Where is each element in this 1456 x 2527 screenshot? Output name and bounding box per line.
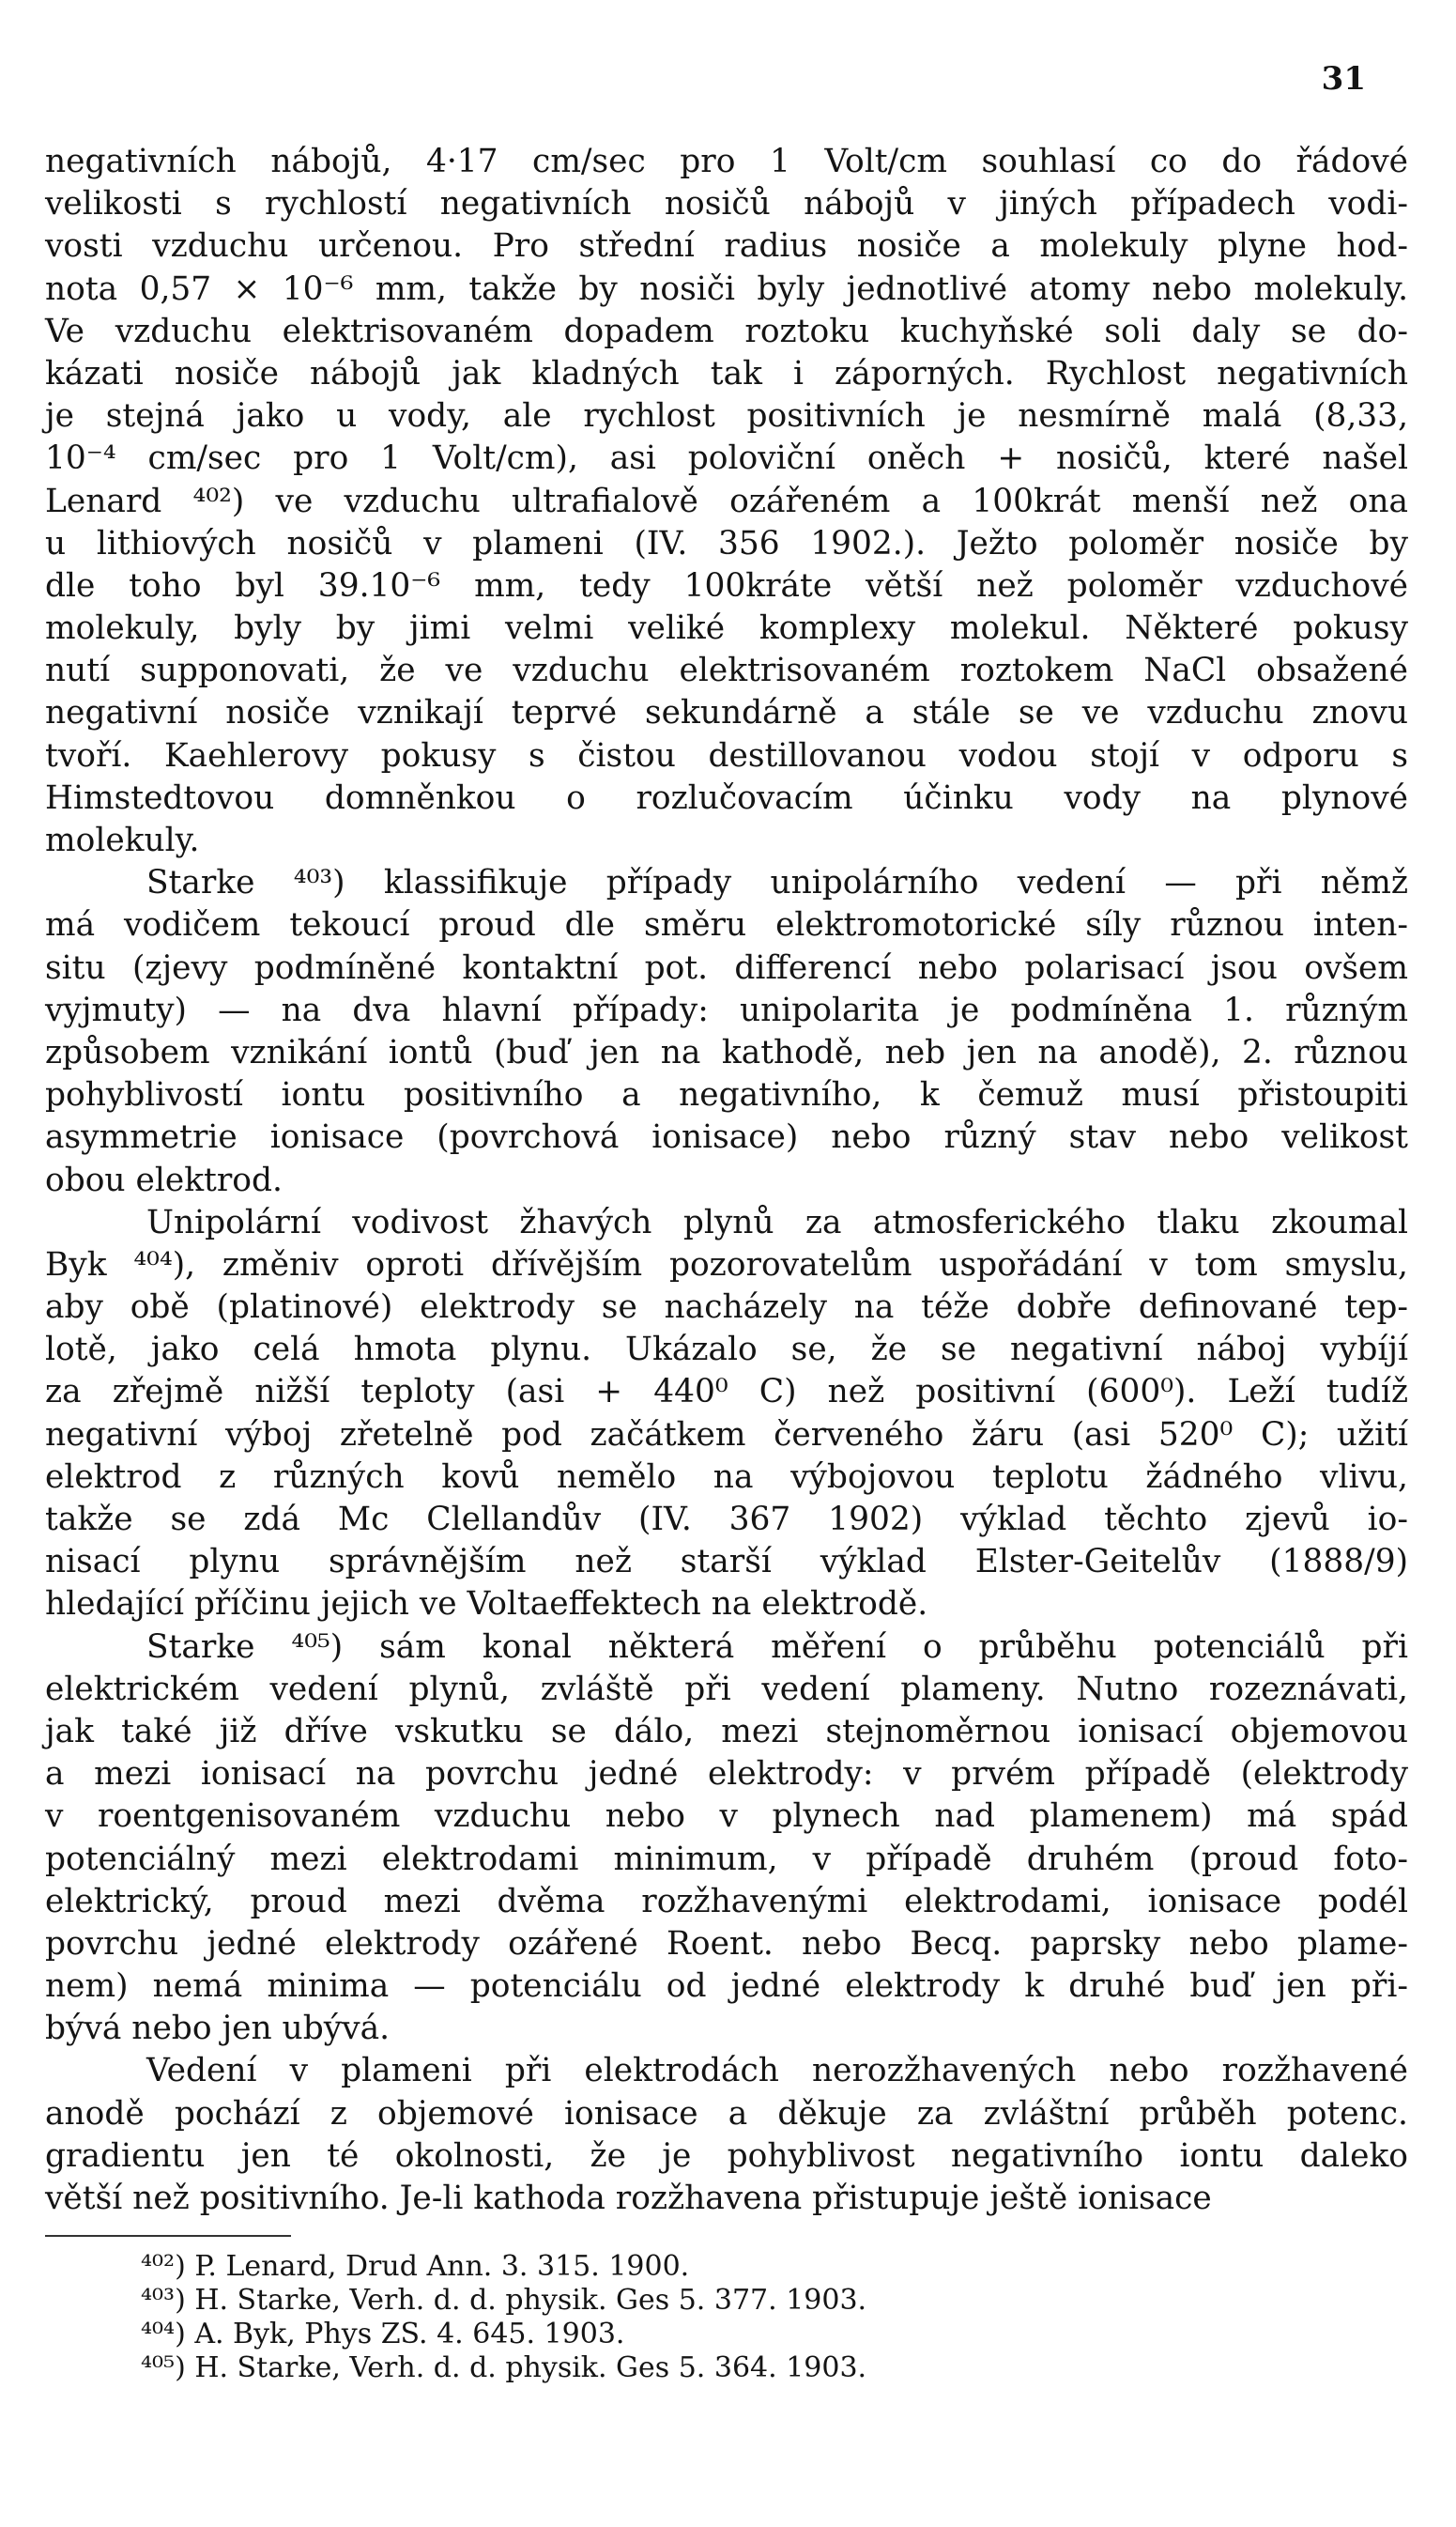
text-line: potenciálný mezi elektrodami minimum, v případě druhém (proud foto- <box>45 1840 1408 1878</box>
text-line: velikosti s rychlostí negativních nosičů nábojů v jiných případech vodi- <box>45 185 1408 223</box>
text-line: v roentgenisovaném vzduchu nebo v plynech nad plamenem) má spád <box>45 1797 1408 1836</box>
text-line: negativních nábojů, 4·17 cm/sec pro 1 Volt/cm souhlasí co do řádové <box>45 143 1408 180</box>
text-line: Unipolární vodivost žhavých plynů za atmosferického tlaku zkoumal <box>146 1203 1408 1241</box>
footnote-402: ⁴⁰²) P. Lenard, Drud Ann. 3. 315. 1900. <box>141 2250 690 2283</box>
text-line: kázati nosiče nábojů jak kladných tak i záporných. Rychlost negativních <box>45 354 1408 393</box>
text-line: molekuly, byly by jimi velmi veliké komplexy molekul. Některé pokusy <box>45 609 1408 648</box>
text-line: elektrod z různých kovů nemělo na výbojovou teplotu žádného vlivu, <box>45 1457 1408 1496</box>
text-line: hledající příčinu jejich ve Voltaeffektech na elektrodě. <box>45 1585 928 1624</box>
paragraph <box>45 141 1408 862</box>
text-line: nisací plynu správnějším než starší výklad Elster-Geitelův (1888/9) <box>45 1543 1408 1581</box>
paragraph <box>45 1202 1408 1626</box>
text-line: obou elektrod. <box>45 1161 283 1199</box>
text-line: nutí supponovati, že ve vzduchu elektrisovaném roztokem NaCl obsažené <box>45 652 1408 690</box>
text-line: elektrickém vedení plynů, zvláště při vedení plameny. Nutno rozeznávati, <box>45 1670 1408 1708</box>
text-line: nota 0,57 × 10⁻⁶ mm, takže by nosiči byly jednotlivé atomy nebo molekuly. <box>45 270 1408 308</box>
text-line: vosti vzduchu určenou. Pro střední radius nosiče a molekuly plyne hod- <box>45 227 1408 266</box>
text-line: lotě, jako celá hmota plynu. Ukázalo se, že se negativní náboj vybíjí <box>45 1331 1408 1369</box>
text-line: negativní výboj zřetelně pod začátkem červeného žáru (asi 520⁰ C); užití <box>45 1415 1408 1454</box>
text-line: asymmetrie ionisace (povrchová ionisace) nebo různý stav nebo velikost <box>45 1118 1408 1157</box>
footnote-405: ⁴⁰⁵) H. Starke, Verh. d. d. physik. Ges 5. 364. 1903. <box>141 2351 867 2384</box>
paragraph <box>45 2050 1408 2220</box>
text-line: aby obě (platinové) elektrody se nacházely na téže dobře definované tep- <box>45 1288 1408 1327</box>
text-line: tvoří. Kaehlerovy pokusy s čistou destillovanou vodou stojí v odporu s <box>45 736 1408 775</box>
footnote-404: ⁴⁰⁴) A. Byk, Phys ZS. 4. 645. 1903. <box>141 2318 625 2350</box>
text-line: a mezi ionisací na povrchu jedné elektrody: v prvém případě (elektrody <box>45 1755 1408 1794</box>
text-line: Starke ⁴⁰³) klassifikuje případy unipolárního vedení — při němž <box>146 864 1408 902</box>
text-line: za zřejmě nižší teploty (asi + 440⁰ C) než positivní (600⁰). Leží tudíž <box>45 1373 1408 1411</box>
paragraph <box>45 1626 1408 2051</box>
text-line: je stejná jako u vody, ale rychlost positivních je nesmírně malá (8,33, <box>45 397 1408 436</box>
body-text <box>45 141 1408 2220</box>
text-line: povrchu jedné elektrody ozářené Roent. nebo Becq. paprsky nebo plame- <box>45 1924 1408 1963</box>
text-line: dle toho byl 39.10⁻⁶ mm, tedy 100kráte větší než poloměr vzduchové <box>45 566 1408 605</box>
footnote-403: ⁴⁰³) H. Starke, Verh. d. d. physik. Ges 5. 377. 1903. <box>141 2284 867 2317</box>
text-line: Himstedtovou domněnkou o rozlučovacím účinku vody na plynové <box>45 778 1408 817</box>
text-line: má vodičem tekoucí proud dle směru elektromotorické síly různou inten- <box>45 906 1408 945</box>
paragraph <box>45 862 1408 1202</box>
text-line: gradientu jen té okolnosti, že je pohyblivost negativního iontu daleko <box>45 2136 1408 2175</box>
text-line: Ve vzduchu elektrisovaném dopadem roztoku kuchyňské soli daly se do- <box>45 312 1408 350</box>
text-line: Lenard ⁴⁰²) ve vzduchu ultrafialově ozářeném a 100krát menší než ona <box>45 482 1408 520</box>
page-number: 31 <box>1321 60 1366 98</box>
text-line: u lithiových nosičů v plameni (IV. 356 1902.). Ježto poloměr nosiče by <box>45 524 1408 562</box>
text-line: větší než positivního. Je-li kathoda rozžhavena přistupuje ještě ionisace <box>45 2180 1212 2217</box>
text-line: Vedení v plameni při elektrodách nerozžhavených nebo rozžhavené <box>146 2052 1408 2090</box>
text-line: bývá nebo jen ubývá. <box>45 2010 391 2048</box>
text-line: anodě pochází z objemové ionisace a děkuje za zvláštní průběh potenc. <box>45 2094 1408 2133</box>
footnote-separator <box>45 2235 291 2237</box>
text-line: elektrický, proud mezi dvěma rozžhavenými elektrodami, ionisace podél <box>45 1882 1408 1920</box>
text-line: nem) nemá minima — potenciálu od jedné elektrody k druhé buď jen při- <box>45 1967 1408 2006</box>
text-line: způsobem vznikání iontů (buď jen na kathodě, neb jen na anodě), 2. různou <box>45 1033 1408 1071</box>
text-line: Byk ⁴⁰⁴), změniv oproti dřívějším pozorovatelům uspořádání v tom smyslu, <box>45 1245 1408 1284</box>
text-line: situ (zjevy podmíněné kontaktní pot. differencí nebo polarisací jsou ovšem <box>45 948 1408 987</box>
footnotes <box>141 2250 1080 2385</box>
text-line: negativní nosiče vznikají teprvé sekundárně a stále se ve vzduchu znovu <box>45 694 1408 732</box>
text-line: molekuly. <box>45 822 200 859</box>
text-line: pohyblivostí iontu positivního a negativního, k čemuž musí přistoupiti <box>45 1076 1408 1115</box>
text-line: jak také již dříve vskutku se dálo, mezi stejnoměrnou ionisací objemovou <box>45 1712 1408 1750</box>
text-line: vyjmuty) — na dva hlavní případy: unipolarita je podmíněna 1. různým <box>45 991 1408 1029</box>
text-line: takže se zdá Mc Clellandův (IV. 367 1902) výklad těchto zjevů io- <box>45 1501 1408 1538</box>
text-line: 10⁻⁴ cm/sec pro 1 Volt/cm), asi poloviční oněch + nosičů, které našel <box>45 439 1408 478</box>
text-line: Starke ⁴⁰⁵) sám konal některá měření o průběhu potenciálů při <box>146 1627 1408 1666</box>
